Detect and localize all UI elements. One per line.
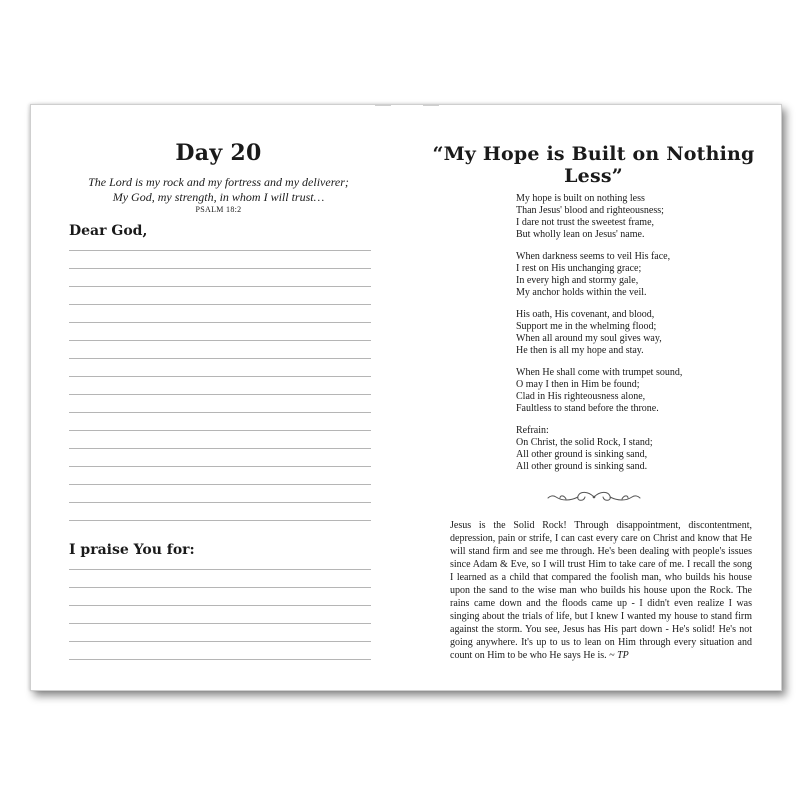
hymn-line: My anchor holds within the veil. — [516, 287, 647, 298]
hymn-title: “My Hope is Built on Nothing Less” — [432, 143, 755, 187]
prayer-writing-line — [69, 340, 371, 341]
hymn-line: All other ground is sinking sand, — [516, 449, 648, 460]
prayer-writing-line — [69, 376, 371, 377]
flourish-ornament-icon — [544, 487, 644, 507]
praise-writing-line — [69, 623, 371, 624]
praise-writing-line — [69, 659, 371, 660]
hymn-line: Faultless to stand before the throne. — [516, 403, 659, 414]
hymn-line: But wholly lean on Jesus' name. — [516, 229, 645, 240]
prayer-writing-line — [69, 448, 371, 449]
devotion-signature: ~ TP — [609, 650, 629, 661]
praise-heading: I praise You for: — [69, 542, 195, 558]
prayer-writing-line — [69, 430, 371, 431]
hymn-line: O may I then in Him be found; — [516, 379, 640, 390]
hymn-stanza-4 — [516, 367, 776, 415]
devotion-text: Jesus is the Solid Rock! Through disappointment, discontentment, depression, pain or strife, I can cast every care on Christ and know that He will stand firm and see me through. He's been dealing with people's issues since Adam & Eve, so I will trust Him to take care of me. I recall the song I learned as a child that compared the foolish man, who builds his house upon the sand to the wise man who builds his house upon the Rock. The rains came down and the floods came up - I didn't even realize I was singing about the trials of life, but I knew I wanted my house to stand firm against the storm. You see, Jesus has His part down - He's solid! He's not going anywhere. It's up to us to lean on Him through every situation and count on Him to be who He says He is. — [450, 520, 752, 661]
right-page — [406, 105, 781, 690]
praise-writing-line — [69, 587, 371, 588]
prayer-writing-line — [69, 466, 371, 467]
hymn-line: His oath, His covenant, and blood, — [516, 309, 655, 320]
day-title: Day 20 — [175, 140, 262, 166]
hymn-line: In every high and stormy gale, — [516, 275, 639, 286]
hymn-line: When all around my soul gives way, — [516, 333, 662, 344]
prayer-writing-line — [69, 520, 371, 521]
prayer-writing-line — [69, 322, 371, 323]
left-page — [31, 105, 406, 690]
prayer-writing-line — [69, 358, 371, 359]
dear-god-heading: Dear God, — [69, 223, 148, 239]
hymn-line: Than Jesus' blood and righteousness; — [516, 205, 664, 216]
prayer-writing-line — [69, 268, 371, 269]
hymn-line: When He shall come with trumpet sound, — [516, 367, 683, 378]
prayer-writing-line — [69, 286, 371, 287]
scripture-verse — [61, 175, 376, 205]
hymn-line: All other ground is sinking sand. — [516, 461, 648, 472]
prayer-writing-line — [69, 394, 371, 395]
praise-writing-line — [69, 641, 371, 642]
verse-reference: PSALM 18:2 — [195, 205, 242, 214]
prayer-writing-line — [69, 502, 371, 503]
hymn-line: On Christ, the solid Rock, I stand; — [516, 437, 653, 448]
devotional-paragraph — [450, 519, 752, 662]
hymn-line: Clad in His righteousness alone, — [516, 391, 646, 402]
prayer-writing-line — [69, 412, 371, 413]
hymn-stanza-3 — [516, 309, 776, 357]
hymn-line: When darkness seems to veil His face, — [516, 251, 671, 262]
verse-line: The Lord is my rock and my fortress and my deliverer; — [88, 175, 349, 189]
hymn-line: He then is all my hope and stay. — [516, 345, 644, 356]
hymn-line: My hope is built on nothing less — [516, 193, 645, 204]
praise-writing-line — [69, 569, 371, 570]
hymn-stanza-2 — [516, 251, 776, 299]
hymn-line: Support me in the whelming flood; — [516, 321, 657, 332]
hymn-stanza-1 — [516, 193, 776, 241]
praise-writing-line — [69, 605, 371, 606]
verse-line: My God, my strength, in whom I will trust… — [112, 190, 325, 204]
prayer-writing-line — [69, 250, 371, 251]
prayer-writing-line — [69, 484, 371, 485]
journal-spread — [30, 104, 782, 691]
hymn-line: I rest on His unchanging grace; — [516, 263, 642, 274]
hymn-refrain — [516, 425, 776, 473]
hymn-line: Refrain: — [516, 425, 549, 436]
prayer-writing-line — [69, 304, 371, 305]
hymn-line: I dare not trust the sweetest frame, — [516, 217, 655, 228]
